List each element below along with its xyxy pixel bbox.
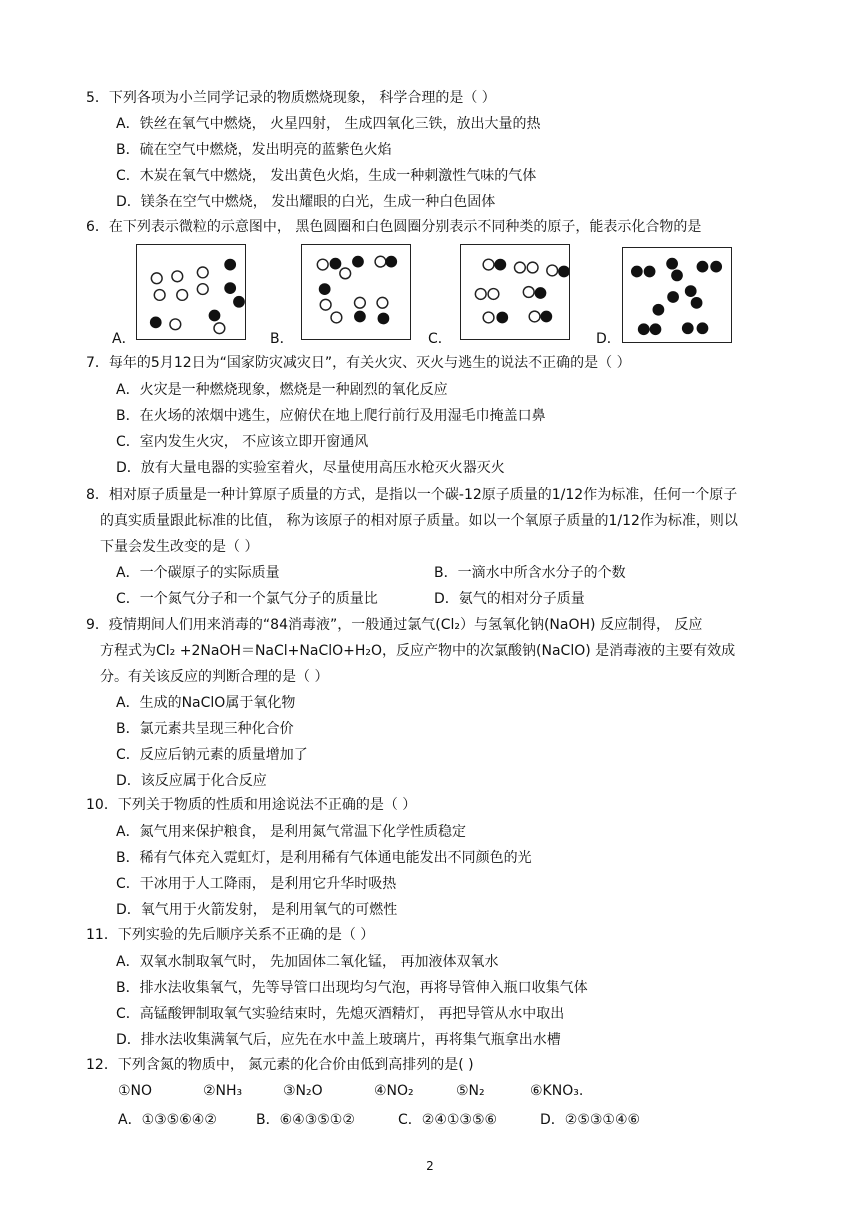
q6-label-a: A． [112, 331, 136, 347]
q7-stem: 7．每年的5月12日为“国家防灾减灾日”，有关火灾、灭火与逃生的说法不正确的是（ ） [86, 355, 631, 371]
q12-item-3: ③N₂O [283, 1083, 323, 1099]
q8-option-c: C．一个氮气分子和一个氯气分子的质量比 [116, 591, 378, 607]
q6-label-d: D． [596, 331, 621, 347]
q9-option-a: A．生成的NaClO属于氧化物 [116, 695, 296, 711]
q6-figure-b [301, 244, 411, 340]
q10-option-a: A．氮气用来保护粮食， 是利用氮气常温下化学性质稳定 [116, 824, 467, 840]
q7-option-c: C．室内发生火灾， 不应该立即开窗通风 [116, 434, 369, 450]
q11-stem: 11．下列实验的先后顺序关系不正确的是（ ） [86, 927, 375, 943]
q9-stem-line3: 分。有关该反应的判断合理的是（ ） [100, 669, 329, 685]
q7-option-b: B．在火场的浓烟中逃生，应俯伏在地上爬行前行及用湿毛巾掩盖口鼻 [116, 408, 546, 424]
q12-item-6: ⑥KNO₃. [530, 1083, 584, 1099]
q6-label-c: C． [428, 331, 452, 347]
q12-item-4: ④NO₂ [374, 1083, 414, 1099]
figure-b-particles [302, 245, 410, 339]
figure-d-particles [623, 248, 731, 342]
q10-stem: 10．下列关于物质的性质和用途说法不正确的是（ ） [86, 797, 417, 813]
q5-option-c: C．木炭在氧气中燃烧， 发出黄色火焰，生成一种刺激性气味的气体 [116, 168, 537, 184]
q9-option-b: B．氯元素共呈现三种化合价 [116, 721, 294, 737]
q8-option-d: D．氨气的相对分子质量 [434, 591, 585, 607]
q9-option-c: C．反应后钠元素的质量增加了 [116, 747, 308, 763]
q8-option-b: B．一滴水中所含水分子的个数 [434, 565, 626, 581]
q11-option-a: A．双氧水制取氧气时， 先加固体二氧化锰， 再加液体双氧水 [116, 954, 499, 970]
q11-option-d: D．排水法收集满氧气后，应先在水中盖上玻璃片，再将集气瓶拿出水槽 [116, 1032, 561, 1048]
page-number: 2 [426, 1159, 434, 1173]
q8-stem-line2: 的真实质量跟此标准的比值， 称为该原子的相对原子质量。如以一个氧原子质量的1/12作为标准，则以 [100, 513, 738, 529]
q9-stem-line1: 9．疫情期间人们用来消毒的“84消毒液”，一般通过氯气(Cl₂）与氢氧化钠(NaOH) 反应制得， 反应 [86, 617, 703, 633]
q5-option-b: B．硫在空气中燃烧，发出明亮的蓝紫色火焰 [116, 142, 392, 158]
q7-option-a: A．火灾是一种燃烧现象，燃烧是一种剧烈的氧化反应 [116, 382, 448, 398]
q12-item-5: ⑤N₂ [456, 1083, 485, 1099]
q12-option-c: C．②④①③⑤⑥ [398, 1112, 498, 1128]
q10-option-c: C．干冰用于人工降雨， 是利用它升华时吸热 [116, 876, 397, 892]
q8-option-a: A．一个碳原子的实际质量 [116, 565, 280, 581]
q10-option-b: B．稀有气体充入霓虹灯，是利用稀有气体通电能发出不同颜色的光 [116, 850, 532, 866]
q8-stem-line3: 下量会发生改变的是（ ） [100, 539, 259, 555]
q8-stem-line1: 8．相对原子质量是一种计算原子质量的方式，是指以一个碳-12原子质量的1/12作为标准，任何一个原子 [86, 487, 738, 503]
q12-stem: 12．下列含氮的物质中， 氮元素的化合价由低到高排列的是( ) [86, 1057, 474, 1073]
q6-figure-c [460, 244, 570, 340]
q7-option-d: D．放有大量电器的实验室着火，尽量使用高压水枪灭火器灭火 [116, 460, 505, 476]
q11-option-c: C．高锰酸钾制取氧气实验结束时，先熄灭酒精灯， 再把导管从水中取出 [116, 1006, 565, 1022]
figure-a-particles [137, 245, 245, 339]
q11-option-b: B．排水法收集氧气，先等导管口出现均匀气泡，再将导管伸入瓶口收集气体 [116, 980, 588, 996]
q6-figure-a [136, 244, 246, 340]
q12-item-2: ②NH₃ [203, 1083, 243, 1099]
q9-stem-line2: 方程式为Cl₂ +2NaOH＝NaCl+NaClO+H₂O，反应产物中的次氯酸钠(NaClO) 是消毒液的主要有效成 [100, 643, 736, 659]
q12-option-d: D．②⑤③①④⑥ [540, 1112, 641, 1128]
q10-option-d: D．氧气用于火箭发射， 是利用氧气的可燃性 [116, 902, 398, 918]
q6-stem: 6．在下列表示微粒的示意图中， 黑色圆圈和白色圆圈分别表示不同种类的原子，能表示化合物的是 [86, 219, 702, 235]
q5-stem: 5．下列各项为小兰同学记录的物质燃烧现象， 科学合理的是（ ） [86, 90, 496, 106]
q12-option-b: B．⑥④③⑤①② [256, 1112, 355, 1128]
figure-c-particles [461, 245, 569, 339]
q5-option-a: A．铁丝在氧气中燃烧， 火星四射， 生成四氧化三铁，放出大量的热 [116, 116, 541, 132]
q5-option-d: D．镁条在空气中燃烧， 发出耀眼的白光，生成一种白色固体 [116, 194, 496, 210]
q6-figure-d [622, 247, 732, 343]
q9-option-d: D．该反应属于化合反应 [116, 773, 267, 789]
q12-option-a: A．①③⑤⑥④② [118, 1112, 217, 1128]
q12-item-1: ①NO [118, 1083, 153, 1099]
q6-label-b: B． [270, 331, 294, 347]
